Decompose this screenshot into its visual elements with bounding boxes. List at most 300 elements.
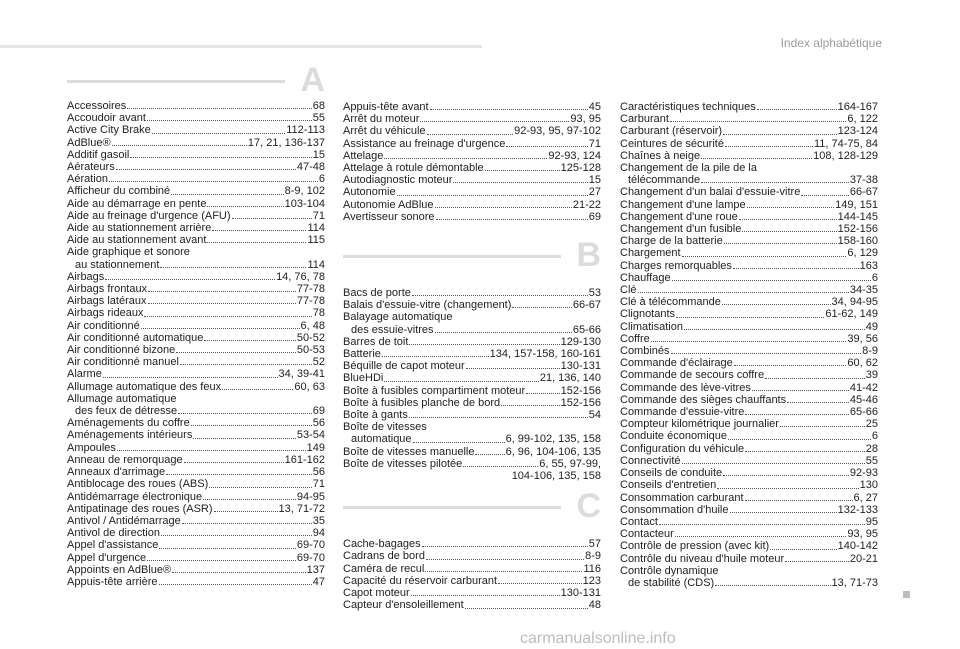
entry-label: Boîte de vitesses manuelle <box>343 445 475 458</box>
dot-leader <box>112 145 247 146</box>
entry-page-numbers: 6, 96, 104-106, 135 <box>505 445 601 458</box>
dot-leader <box>725 146 813 147</box>
entry-page-numbers: 103-104 <box>284 197 325 210</box>
index-entry <box>67 222 325 234</box>
index-entry <box>343 470 601 482</box>
entry-label: Climatisation <box>620 320 683 333</box>
index-entry <box>343 311 601 323</box>
dot-leader <box>747 207 835 208</box>
section-b-list <box>343 287 601 482</box>
entry-label: Aide au stationnement avant <box>67 234 207 247</box>
dot-leader <box>384 158 547 159</box>
entry-label: Airbags <box>67 270 105 283</box>
entry-page-numbers: 47-48 <box>296 161 325 174</box>
entry-page-numbers: 114 <box>307 258 325 271</box>
entry-page-numbers: 28 <box>865 442 878 455</box>
dot-leader <box>435 332 572 333</box>
section-a-continued-list <box>343 101 601 223</box>
dot-leader <box>214 511 278 512</box>
index-entry <box>620 369 878 381</box>
dot-leader <box>412 295 588 296</box>
entry-label: des essuie-vitres <box>351 323 434 336</box>
entry-label: Charges remorquables <box>620 259 732 272</box>
header-rule <box>0 45 482 48</box>
entry-label: Balayage automatique <box>343 311 453 324</box>
entry-page-numbers: 93, 95 <box>570 113 601 126</box>
dot-leader <box>780 426 865 427</box>
index-entry <box>620 101 878 113</box>
entry-page-numbers: 152-156 <box>837 223 878 236</box>
index-entry <box>343 563 601 575</box>
index-entry <box>620 235 878 247</box>
dot-leader <box>420 121 569 122</box>
index-entry <box>620 260 878 272</box>
index-entry <box>67 259 325 271</box>
entry-page-numbers: 137 <box>306 563 325 576</box>
entry-label: Clé à télécommande <box>620 296 721 309</box>
dot-leader <box>411 595 560 596</box>
dot-leader <box>427 134 514 135</box>
index-entry <box>343 538 601 550</box>
entry-page-numbers: 130 <box>859 479 878 492</box>
index-entry <box>343 324 601 336</box>
entry-label: Airbags frontaux <box>67 283 148 296</box>
dot-leader <box>659 524 865 525</box>
entry-page-numbers: 56 <box>312 417 325 430</box>
index-entry <box>67 368 325 380</box>
dot-leader <box>501 405 559 406</box>
index-entry <box>620 138 878 150</box>
entry-label: Carburant <box>620 113 669 126</box>
dot-leader <box>426 559 584 560</box>
entry-label: des feux de détresse <box>75 405 178 418</box>
entry-page-numbers: 125-128 <box>560 162 601 175</box>
entry-label: BlueHDi <box>343 372 384 385</box>
index-entry <box>343 446 601 458</box>
index-entry <box>67 100 325 112</box>
dot-leader <box>463 466 538 467</box>
index-entry <box>67 137 325 149</box>
dot-leader <box>409 417 588 418</box>
entry-page-numbers: 47 <box>312 575 325 588</box>
index-entry <box>343 409 601 421</box>
entry-page-numbers: 45-46 <box>849 393 878 406</box>
entry-label: Bacs de porte <box>343 287 411 300</box>
entry-page-numbers: 34, 39-41 <box>278 368 325 381</box>
index-entry <box>343 211 601 223</box>
entry-page-numbers: 6 <box>318 173 325 186</box>
entry-label: Accoudoir avant <box>67 112 146 125</box>
index-entry <box>620 113 878 125</box>
entry-label: de stabilité (CDS) <box>628 576 715 589</box>
index-entry <box>67 149 325 161</box>
entry-page-numbers: 149 <box>306 441 325 454</box>
entry-label: Configuration du véhicule <box>620 442 745 455</box>
entry-page-numbers: 56 <box>312 466 325 479</box>
index-entry <box>620 125 878 137</box>
dot-leader <box>182 523 312 524</box>
dot-leader <box>222 389 293 390</box>
index-entry <box>67 356 325 368</box>
entry-label: Additif gasoil <box>67 148 130 161</box>
index-entry <box>343 372 601 384</box>
entry-label: Air conditionné automatique <box>67 331 204 344</box>
entry-page-numbers: 55 <box>312 112 325 125</box>
dot-leader <box>384 381 538 382</box>
entry-page-numbers: 114 <box>307 222 325 235</box>
entry-page-numbers: 69-70 <box>296 539 325 552</box>
index-entry <box>620 553 878 565</box>
dot-leader <box>130 157 311 158</box>
dot-leader <box>176 352 296 353</box>
entry-label: Boîte de vitesses pilotée <box>343 457 463 470</box>
dot-leader <box>148 291 296 292</box>
entry-page-numbers: 8-9, 102 <box>284 185 325 198</box>
entry-label: Béquille de capot moteur <box>343 360 465 373</box>
index-entry <box>620 467 878 479</box>
entry-page-numbers: 144-145 <box>837 210 878 223</box>
index-entry <box>343 397 601 409</box>
dot-leader <box>733 268 859 269</box>
entry-label: Contacteur <box>620 528 674 541</box>
entry-label: Aide au démarrage en pente <box>67 197 207 210</box>
entry-page-numbers: 130-131 <box>560 587 601 600</box>
entry-label: Coffre <box>620 332 650 345</box>
index-entry <box>343 587 601 599</box>
dot-leader <box>409 344 559 345</box>
dot-leader <box>676 317 824 318</box>
dot-leader <box>172 572 306 573</box>
entry-label: AdBlue® <box>67 136 111 149</box>
dot-leader <box>422 546 588 547</box>
entry-label: Accessoires <box>67 100 127 112</box>
index-entry <box>343 150 601 162</box>
index-entry <box>67 381 325 393</box>
index-entry <box>343 433 601 445</box>
index-column-1 <box>67 61 325 588</box>
dot-leader <box>785 561 849 562</box>
entry-label: Chargement <box>620 247 681 260</box>
entry-label: Air conditionné manuel <box>67 356 179 369</box>
entry-page-numbers: 41-42 <box>849 381 878 394</box>
entry-label: Appel d'assistance <box>67 539 159 552</box>
entry-label: Appoints en AdBlue® <box>67 563 172 576</box>
entry-page-numbers: 21-22 <box>572 198 601 211</box>
entry-page-numbers: 52 <box>312 356 325 369</box>
dot-leader <box>724 243 837 244</box>
index-entry <box>67 198 325 210</box>
entry-page-numbers: 50-53 <box>296 344 325 357</box>
entry-page-numbers: 60, 62 <box>847 357 878 370</box>
entry-page-numbers: 152-156 <box>560 384 601 397</box>
entry-page-numbers: 60, 63 <box>294 380 325 393</box>
entry-label: Changement d'un balai d'essuie-vitre <box>620 186 801 199</box>
dot-leader <box>745 451 865 452</box>
entry-label: Active City Brake <box>67 124 151 137</box>
index-entry <box>67 185 325 197</box>
entry-label: Aide graphique et sonore <box>67 246 190 259</box>
index-entry <box>620 540 878 552</box>
entry-label: Caméra de recul <box>343 562 425 575</box>
dot-leader <box>209 487 312 488</box>
entry-page-numbers: 140-142 <box>837 540 878 553</box>
index-entry <box>620 504 878 516</box>
entry-page-numbers: 6, 129 <box>847 247 878 260</box>
index-entry <box>620 479 878 491</box>
dot-leader <box>465 608 588 609</box>
entry-label: Contact <box>620 515 658 528</box>
dot-leader <box>147 560 296 561</box>
dot-leader <box>752 390 849 391</box>
index-column-2 <box>343 101 601 612</box>
index-entry <box>343 385 601 397</box>
entry-page-numbers: 6, 27 <box>853 491 878 504</box>
entry-page-numbers: 8-9 <box>862 345 878 358</box>
entry-page-numbers: 163 <box>859 259 878 272</box>
entry-page-numbers: 123-124 <box>837 125 878 138</box>
entry-label: Airbags rideaux <box>67 307 144 320</box>
entry-page-numbers: 49 <box>865 320 878 333</box>
entry-label: Commande de secours coffre <box>620 369 765 382</box>
entry-label: Changement d'un fusible <box>620 223 742 236</box>
dot-leader <box>739 219 837 220</box>
entry-page-numbers: 69-70 <box>296 551 325 564</box>
entry-label: Boîte de vitesses <box>343 421 427 434</box>
dot-leader <box>682 463 865 464</box>
index-entry <box>67 405 325 417</box>
dot-leader <box>701 182 849 183</box>
dot-leader <box>671 353 862 354</box>
entry-page-numbers: 164-167 <box>837 101 878 113</box>
dot-leader <box>728 439 871 440</box>
entry-page-numbers: 104-106, 135, 158 <box>511 470 601 483</box>
entry-label: Ceintures de sécurité <box>620 137 724 150</box>
index-entry <box>67 283 325 295</box>
index-entry <box>67 234 325 246</box>
index-entry <box>67 344 325 356</box>
entry-label: Conduite économique <box>620 430 728 443</box>
index-entry <box>620 565 878 577</box>
dot-leader <box>475 454 504 455</box>
entry-page-numbers: 14, 76, 78 <box>276 270 325 283</box>
index-entry <box>620 199 878 211</box>
entry-label: Boîte à gants <box>343 409 408 422</box>
dot-leader <box>160 267 306 268</box>
entry-label: Anneau de remorquage <box>67 453 183 466</box>
entry-label: Attelage <box>343 149 384 162</box>
section-c-list <box>343 538 601 611</box>
index-entry <box>67 320 325 332</box>
entry-label: Consommation d'huile <box>620 503 729 516</box>
dot-leader <box>466 368 560 369</box>
entry-label: Aérateurs <box>67 161 115 174</box>
entry-page-numbers: 50-52 <box>296 331 325 344</box>
entry-page-numbers: 92-93, 95, 97-102 <box>514 125 601 138</box>
entry-label: Antiblocage des roues (ABS) <box>67 478 209 491</box>
index-entry <box>620 211 878 223</box>
index-entry <box>67 539 325 551</box>
entry-label: Allumage automatique <box>67 392 177 405</box>
dot-leader <box>207 206 283 207</box>
section-rule <box>343 506 561 509</box>
entry-page-numbers: 69 <box>588 210 601 223</box>
dot-leader <box>425 571 582 572</box>
entry-page-numbers: 71 <box>588 137 601 150</box>
entry-label: Chaînes à neige <box>620 149 701 162</box>
entry-page-numbers: 71 <box>312 209 325 222</box>
entry-page-numbers: 92-93, 124 <box>548 149 601 162</box>
entry-label: Airbags latéraux <box>67 295 147 308</box>
dot-leader <box>180 364 312 365</box>
index-entry <box>343 174 601 186</box>
entry-page-numbers: 57 <box>588 538 601 551</box>
entry-label: Chauffage <box>620 271 671 284</box>
entry-label: Antivol / Antidémarrage <box>67 514 181 527</box>
index-entry <box>343 125 601 137</box>
entry-label: Appuis-tête avant <box>343 101 429 113</box>
entry-label: Aération <box>67 173 108 186</box>
index-entry <box>67 295 325 307</box>
entry-label: Cache-bagages <box>343 538 421 551</box>
entry-page-numbers: 61-62, 149 <box>825 308 878 321</box>
dot-leader <box>723 134 837 135</box>
dot-leader <box>430 109 588 110</box>
entry-label: Autodiagnostic moteur <box>343 174 453 187</box>
index-entry <box>620 321 878 333</box>
entry-page-numbers: 77-78 <box>296 283 325 296</box>
entry-page-numbers: 6, 55, 97-99, <box>539 457 601 470</box>
entry-page-numbers: 69 <box>312 405 325 418</box>
entry-page-numbers: 21, 136, 140 <box>539 372 601 385</box>
index-entry <box>343 299 601 311</box>
index-entry <box>343 186 601 198</box>
section-a-header <box>67 61 325 99</box>
entry-page-numbers: 11, 74-75, 84 <box>813 137 878 150</box>
index-entry <box>620 345 878 357</box>
entry-label: Caractéristiques techniques <box>620 101 756 113</box>
section-rule <box>343 255 561 258</box>
entry-page-numbers: 77-78 <box>296 295 325 308</box>
entry-page-numbers: 65-66 <box>849 406 878 419</box>
dot-leader <box>116 169 296 170</box>
section-letter-c: C <box>576 487 601 526</box>
entry-label: Afficheur du combiné <box>67 185 171 198</box>
entry-page-numbers: 92-93 <box>849 467 878 480</box>
entry-label: automatique <box>351 433 412 446</box>
dot-leader <box>684 329 865 330</box>
entry-page-numbers: 78 <box>312 307 325 320</box>
index-entry <box>343 287 601 299</box>
entry-label: Capot moteur <box>343 587 410 600</box>
entry-label: Antivol de direction <box>67 527 160 540</box>
index-entry <box>343 599 601 611</box>
index-entry <box>67 210 325 222</box>
entry-label: Commande d'éclairage <box>620 357 733 370</box>
entry-page-numbers: 48 <box>588 599 601 612</box>
entry-page-numbers: 13, 71-73 <box>831 576 878 589</box>
dot-leader <box>670 121 846 122</box>
entry-page-numbers: 123 <box>582 574 601 587</box>
entry-label: télécommande <box>628 174 701 187</box>
dot-leader <box>512 307 571 308</box>
index-entry <box>67 246 325 258</box>
entry-label: Changement d'une lampe <box>620 198 746 211</box>
entry-page-numbers: 35 <box>312 514 325 527</box>
index-entry <box>67 393 325 405</box>
page-title: Index alphabétique <box>780 36 882 50</box>
index-entry <box>620 284 878 296</box>
index-entry <box>620 443 878 455</box>
entry-label: Commande des sièges chauffants <box>620 393 787 406</box>
dot-leader <box>232 218 312 219</box>
entry-label: Carburant (réservoir) <box>620 125 723 138</box>
index-entry <box>343 575 601 587</box>
entry-page-numbers: 65-66 <box>572 323 601 336</box>
entry-label: Aide au stationnement arrière <box>67 222 212 235</box>
entry-page-numbers: 94 <box>312 527 325 540</box>
dot-leader <box>159 548 295 549</box>
index-entry <box>620 382 878 394</box>
entry-label: Arrêt du moteur <box>343 113 420 126</box>
index-entry <box>620 174 878 186</box>
dot-leader <box>382 356 489 357</box>
entry-page-numbers: 6, 99-102, 135, 158 <box>505 433 601 446</box>
entry-label: Allumage automatique des feux <box>67 380 222 393</box>
entry-page-numbers: 93, 95 <box>847 528 878 541</box>
entry-label: Cadrans de bord <box>343 550 425 563</box>
entry-label: Antidémarrage électronique <box>67 490 203 503</box>
entry-label: Autonomie AdBlue <box>343 198 434 211</box>
index-entry <box>343 550 601 562</box>
dot-leader <box>184 462 284 463</box>
entry-page-numbers: 39 <box>865 369 878 382</box>
index-entry <box>67 124 325 136</box>
index-entry <box>620 333 878 345</box>
section-c-header <box>343 487 601 526</box>
index-entry <box>67 454 325 466</box>
dot-leader <box>105 279 275 280</box>
index-entry <box>67 552 325 564</box>
entry-label: Boîte à fusibles compartiment moteur <box>343 384 526 397</box>
entry-page-numbers: 53-54 <box>296 429 325 442</box>
index-entry <box>343 336 601 348</box>
index-entry <box>343 360 601 372</box>
dot-leader <box>701 158 812 159</box>
entry-page-numbers: 54 <box>588 409 601 422</box>
entry-page-numbers: 34-35 <box>849 284 878 297</box>
dot-leader <box>717 488 858 489</box>
entry-label: Contrôle du niveau d'huile moteur <box>620 552 785 565</box>
index-entry <box>620 162 878 174</box>
entry-label: Barres de toit <box>343 335 409 348</box>
index-entry <box>67 161 325 173</box>
entry-label: Connectivité <box>620 454 681 467</box>
dot-leader <box>723 475 849 476</box>
dot-leader <box>144 316 311 317</box>
index-entry <box>67 417 325 429</box>
entry-label: Boîte à fusibles planche de bord <box>343 396 501 409</box>
index-entry <box>67 527 325 539</box>
dot-leader <box>171 194 283 195</box>
section-a-list <box>67 100 325 588</box>
section-b-header <box>343 236 601 275</box>
entry-page-numbers: 116 <box>583 562 601 575</box>
entry-label: Capacité du réservoir carburant <box>343 574 498 587</box>
index-entry <box>67 576 325 588</box>
entry-label: Consommation carburant <box>620 491 744 504</box>
dot-leader <box>745 414 848 415</box>
index-entry <box>343 162 601 174</box>
